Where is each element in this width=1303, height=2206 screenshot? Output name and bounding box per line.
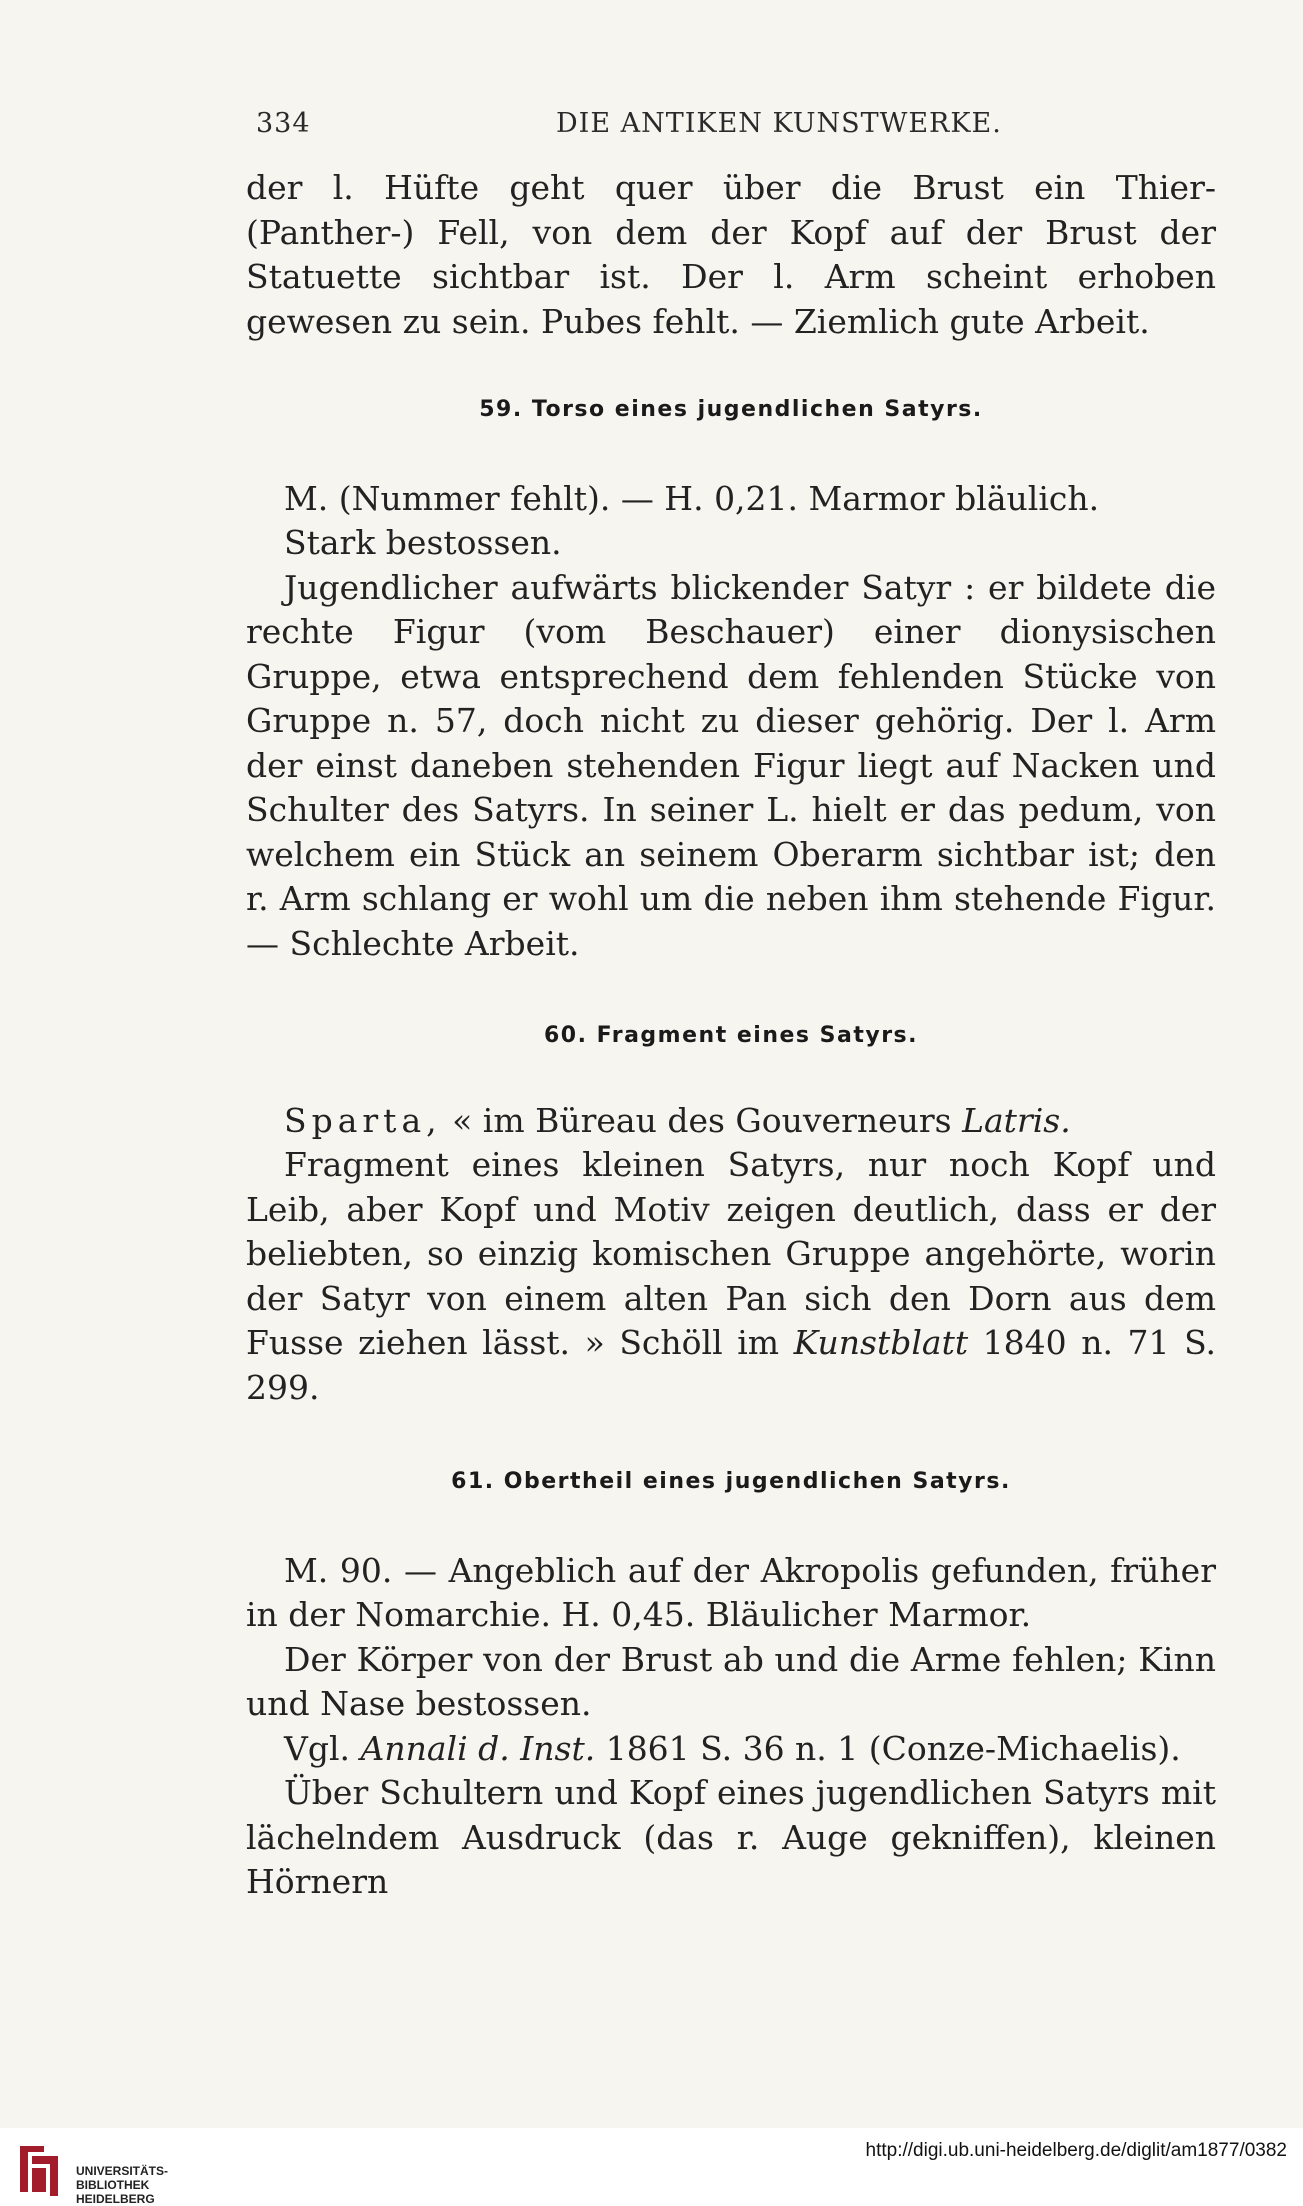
- logo-line-1: UNIVERSITÄTS-: [76, 2164, 169, 2178]
- reference-details: 1861 S. 36 n. 1 (Conze-Michaelis).: [595, 1728, 1181, 1768]
- entry-60-provenance: [246, 1099, 1216, 1144]
- running-header: [256, 108, 1216, 148]
- page-body: [246, 166, 1216, 1905]
- entry-61-condition: Der Körper von der Brust ab und die Arme fehlen; Kinn und Nase bestossen.: [246, 1639, 1216, 1723]
- entry-61-description: Über Schultern und Kopf eines jugendlichen Satyrs mit lächelndem Ausdruck (das r. Auge gekniffen), kleinen Hörnern: [246, 1773, 1216, 1901]
- source-reference: 1840 n. 71 S. 299.: [246, 1323, 1216, 1407]
- logo-text: [76, 2164, 168, 2206]
- source-title: Kunstblatt: [793, 1323, 969, 1362]
- entry-59-description: Jugendlicher aufwärts blickender Satyr : er bildete die rechte Figur (vom Beschauer) einer dionysischen Gruppe, etwa entsprechend dem fehlenden Stücke von Gruppe n. 57, doch nicht zu dieser gehörig. Der l. Arm der einst daneben stehenden Figur liegt auf Nacken und Schulter des Satyrs. In seiner L. hielt er das pedum, von welchem ein Stück an seinem Oberarm sichtbar ist; den r. Arm schlang er wohl um die neben ihm stehende Figur. — Schlechte Arbeit.: [246, 567, 1216, 963]
- entry-61-reference: [246, 1727, 1216, 1772]
- entry-59-heading: 59. Torso eines jugendlichen Satyrs.: [479, 397, 983, 422]
- logo-line-3: HEIDELBERG: [76, 2192, 155, 2206]
- continuation-paragraph: der l. Hüfte geht quer über die Brust ein Thier- (Panther-) Fell, von dem der Kopf auf der Brust der Statuette sichtbar ist. Der l. Arm scheint erhoben gewesen zu sein. Pubes fehlt. — Ziemlich gute Arbeit.: [246, 168, 1216, 341]
- entry-61-inventory: M. 90. — Angeblich auf der Akropolis gefunden, früher in der Nomarchie. H. 0,45. Bläulicher Marmor.: [246, 1550, 1216, 1634]
- person-name: Latris.: [962, 1100, 1071, 1140]
- entry-61-heading: 61. Obertheil eines jugendlichen Satyrs.: [451, 1469, 1011, 1494]
- running-title: DIE ANTIKEN KUNSTWERKE.: [556, 108, 1002, 139]
- provenance-text: « im Büreau des Gouverneurs: [441, 1100, 963, 1140]
- reference-prefix: Vgl.: [284, 1728, 361, 1768]
- entry-60-heading: 60. Fragment eines Satyrs.: [543, 1023, 919, 1048]
- library-logo: [14, 2142, 194, 2206]
- entry-59-condition: Stark bestossen.: [284, 523, 562, 562]
- logo-line-2: BIBLIOTHEK: [76, 2178, 150, 2192]
- entry-60-description: [246, 1143, 1216, 1410]
- footer-bar: [0, 2128, 1303, 2205]
- source-url[interactable]: http://digi.ub.uni-heidelberg.de/diglit/am1877/0382: [865, 2140, 1287, 2161]
- page-number: 334: [256, 108, 311, 139]
- journal-title: Annali d. Inst.: [360, 1728, 596, 1768]
- place-name: Sparta,: [284, 1100, 442, 1140]
- library-seal-icon: [14, 2142, 66, 2200]
- description-text: Fragment eines kleinen Satyrs, nur noch Kopf und Leib, aber Kopf und Motiv zeigen deutlich, dass er der beliebten, so einzig komischen Gruppe angehörte, worin der Satyr von einem alten Pan sich den Dorn aus dem Fusse ziehen lässt. » Schöll im: [246, 1145, 1216, 1362]
- entry-59-inventory: M. (Nummer fehlt). — H. 0,21. Marmor bläulich.: [284, 478, 1100, 518]
